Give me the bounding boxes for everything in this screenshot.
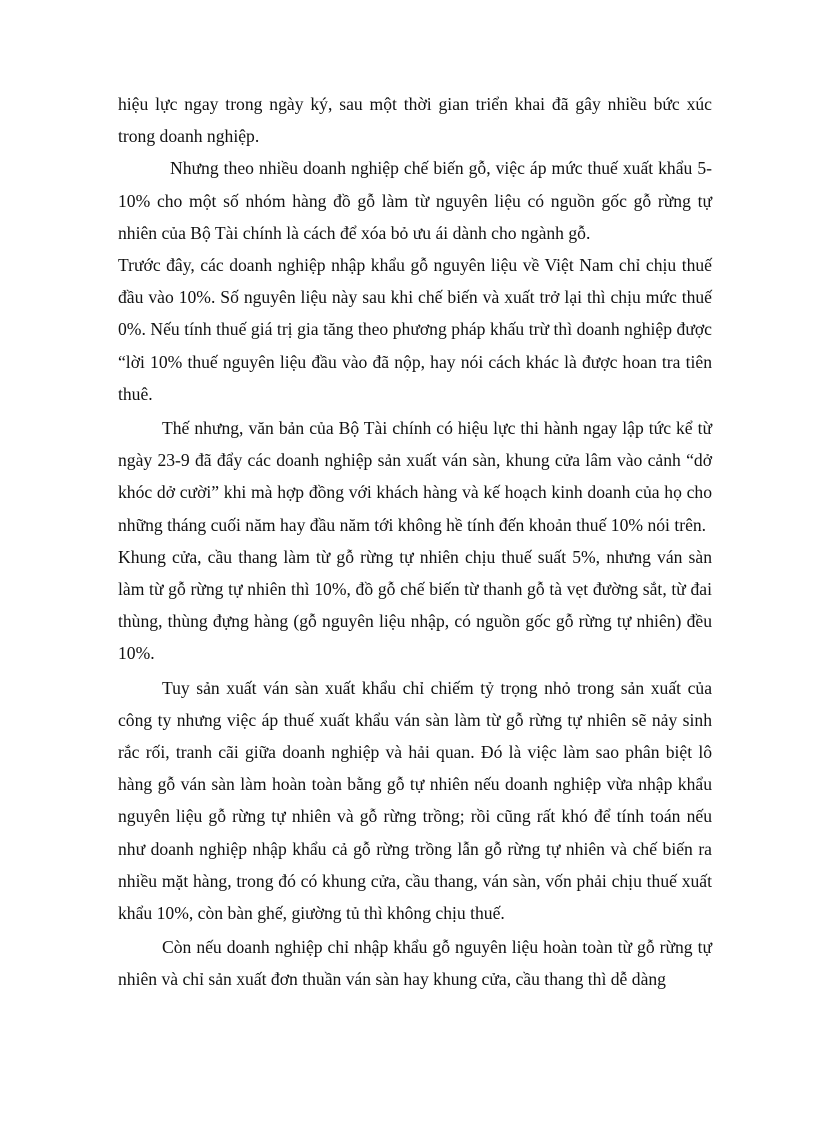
paragraph-previous-tax-regime: Trước đây, các doanh nghiệp nhập khẩu gỗ nguyên liệu về Việt Nam chỉ chịu thuế đầu vào 10%. Số nguyên liệu này sau khi chế biến và xuất trở lại thì chịu mức thuế 0%. Nếu tính thuế giá trị gia tăng theo phương pháp khấu trừ thì doanh nghiệp được “lời 10% thuế nguyên liệu đầu vào đã nộp, hay nói cách khác là được hoan tra tiên thuê. bbox=[118, 255, 712, 404]
paragraph-continuation: hiệu lực ngay trong ngày ký, sau một thời gian triển khai đã gây nhiều bức xúc trong doanh nghiệp. bbox=[118, 94, 712, 147]
paragraph-natural-wood-only: Còn nếu doanh nghiệp chỉ nhập khẩu gỗ nguyên liệu hoàn toàn từ gỗ rừng tự nhiên và chỉ sản xuất đơn thuần ván sàn hay khung cửa, cầu thang thì dễ dàng bbox=[118, 937, 712, 990]
document-page bbox=[118, 88, 712, 996]
paragraph-ministry-document-effect: Thế nhưng, văn bản của Bộ Tài chính có hiệu lực thi hành ngay lập tức kể từ ngày 23-9 đã đẩy các doanh nghiệp sản xuất ván sàn, khung cửa lâm vào cảnh “dở khóc dở cười” khi mà hợp đồng với khách hàng và kế hoạch kinh doanh của họ cho những tháng cuối năm hay đầu năm tới không hề tính đến khoản thuế 10% nói trên. bbox=[118, 418, 712, 535]
paragraph-tax-rates: Khung cửa, cầu thang làm từ gỗ rừng tự nhiên chịu thuế suất 5%, nhưng ván sàn làm từ gỗ rừng tự nhiên thì 10%, đồ gỗ chế biến từ thanh gỗ tà vẹt đường sắt, từ đai thùng, thùng đựng hàng (gỗ nguyên liệu nhập, có nguồn gốc gỗ rừng tự nhiên) đều 10%. bbox=[118, 546, 712, 664]
paragraph-customs-disputes: Tuy sản xuất ván sàn xuất khẩu chỉ chiếm tỷ trọng nhỏ trong sản xuất của công ty nhưng việc áp thuế xuất khẩu ván sàn làm từ gỗ rừng tự nhiên sẽ nảy sinh rắc rối, tranh cãi giữa doanh nghiệp và hải quan. Đó là việc làm sao phân biệt lô hàng gỗ ván sàn làm hoàn toàn bằng gỗ tự nhiên nếu doanh nghiệp vừa nhập khẩu nguyên liệu gỗ rừng tự nhiên và gỗ rừng trồng; rồi cũng rất khó để tính toán nếu như doanh nghiệp nhập khẩu cả gỗ rừng trồng lẫn gỗ rừng tự nhiên và chế biến ra nhiều mặt hàng, trong đó có khung cửa, cầu thang, ván sàn, vốn phải chịu thuế xuất khẩu 10%, còn bàn ghế, giường tủ thì không chịu thuế. bbox=[118, 677, 712, 924]
paragraph-wood-industry-incentives: Nhưng theo nhiều doanh nghiệp chế biến gỗ, việc áp mức thuế xuất khẩu 5-10% cho một số nhóm hàng đồ gỗ làm từ nguyên liệu có nguồn gốc gỗ rừng tự nhiên của Bộ Tài chính là cách để xóa bỏ ưu ái dành cho ngành gỗ. bbox=[118, 158, 712, 243]
